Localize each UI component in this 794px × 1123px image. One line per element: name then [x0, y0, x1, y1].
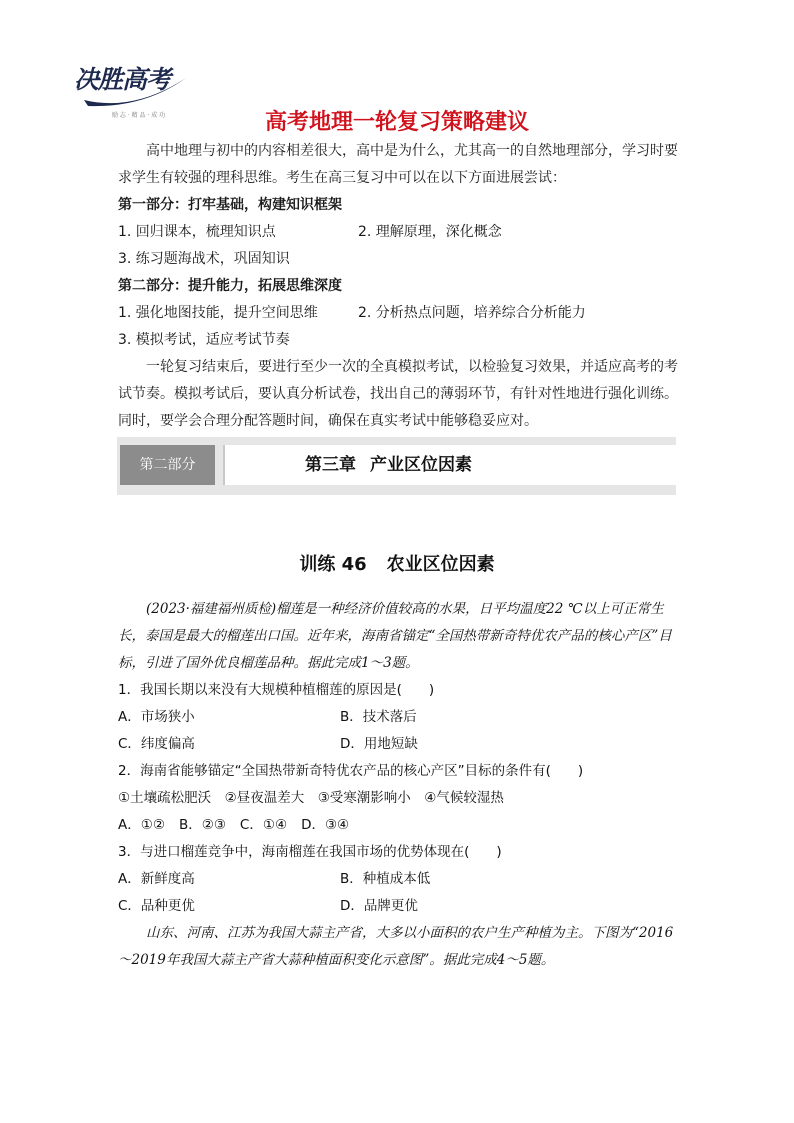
- options-row: [118, 866, 683, 893]
- section-banner: [117, 437, 676, 495]
- option: A．新鲜度高: [118, 871, 195, 887]
- options-row: [118, 731, 683, 758]
- training-title: [0, 550, 794, 576]
- part1-item: 1. 回归课本，梳理知识点: [118, 224, 276, 240]
- section-label: 第二部分: [120, 445, 215, 485]
- option: B．②③: [178, 817, 226, 833]
- question-stem: 3．与进口榴莲竞争中，海南榴莲在我国市场的优势体现在( ): [118, 844, 502, 860]
- passage-2: 山东、河南、江苏为我国大蒜主产省，大多以小面积的农户生产种植为主。下图为“2016～2019年我国大蒜主产省大蒜种植面积变化示意图”。据此完成4～5题。: [118, 925, 674, 968]
- part1-title: 第一部分：打牢基础，构建知识框架: [118, 197, 342, 213]
- question-stem: 1．我国长期以来没有大规模种植榴莲的原因是( ): [118, 682, 435, 698]
- closing-paragraph: 一轮复习结束后，要进行至少一次的全真模拟考试，以检验复习效果，并适应高考的考试节奏。模拟考试后，要认真分析试卷，找出自己的薄弱环节，有针对性地进行强化训练。同时，要学会合理分配答题时间，确保在真实考试中能够稳妥应对。: [118, 359, 678, 429]
- option: A．市场狭小: [118, 709, 195, 725]
- chapter-box: [223, 445, 676, 485]
- part1-item: 3. 练习题海战术，巩固知识: [118, 251, 290, 267]
- intro-paragraph: 高中地理与初中的内容相差很大，高中是为什么，尤其高一的自然地理部分，学习时要求学生有较强的理科思维。考生在高三复习中可以在以下方面进展尝试：: [118, 143, 678, 186]
- options-row: [118, 704, 683, 731]
- part1-row: [118, 219, 678, 246]
- option: D．用地短缺: [340, 736, 418, 752]
- chapter-name: 产业区位因素: [370, 455, 472, 475]
- logo-text: 决胜高考: [74, 65, 171, 94]
- question-items: ①土壤疏松肥沃 ②昼夜温差大 ③受寒潮影响小 ④气候较湿热: [118, 790, 504, 806]
- training-name: 农业区位因素: [386, 554, 495, 575]
- part2-item: 2. 分析热点问题，培养综合分析能力: [358, 305, 586, 321]
- option: B．技术落后: [340, 709, 417, 725]
- option: C．①④: [239, 817, 288, 833]
- part2-item: 1. 强化地图技能，提升空间思维: [118, 305, 318, 321]
- options-row: [118, 893, 683, 920]
- part1-item: 2. 理解原理，深化概念: [358, 224, 502, 240]
- logo-subtitle: 励 志 · 精 品 · 成 功: [112, 112, 166, 119]
- chapter-number: 第三章: [305, 455, 356, 475]
- question-block: [118, 596, 683, 974]
- part2-title: 第二部分：提升能力，拓展思维深度: [118, 278, 342, 294]
- option: C．纬度偏高: [118, 736, 195, 752]
- options-row: [118, 812, 683, 839]
- passage-1: (2023·福建福州质检)榴莲是一种经济价值较高的水果，日平均温度22 ℃以上可正常生长，泰国是最大的榴莲出口国。近年来，海南省锚定“全国热带新奇特优农产品的核心产区”目标，引进了国外优良榴莲品种。据此完成1～3题。: [118, 601, 672, 671]
- option: B．种植成本低: [340, 871, 431, 887]
- option: A．①②: [118, 817, 165, 833]
- chapter-title: [305, 445, 472, 485]
- option: D．③④: [301, 817, 350, 833]
- page-title: 高考地理一轮复习策略建议: [264, 110, 529, 135]
- question-stem: 2．海南省能够锚定“全国热带新奇特优农产品的核心产区”目标的条件有( ): [118, 763, 584, 779]
- option: D．品牌更优: [340, 898, 418, 914]
- option: C．品种更优: [118, 898, 195, 914]
- intro-section: [118, 138, 678, 435]
- part2-item: 3. 模拟考试，适应考试节奏: [118, 332, 290, 348]
- part2-row: [118, 300, 678, 327]
- training-number: 训练 46: [299, 554, 367, 575]
